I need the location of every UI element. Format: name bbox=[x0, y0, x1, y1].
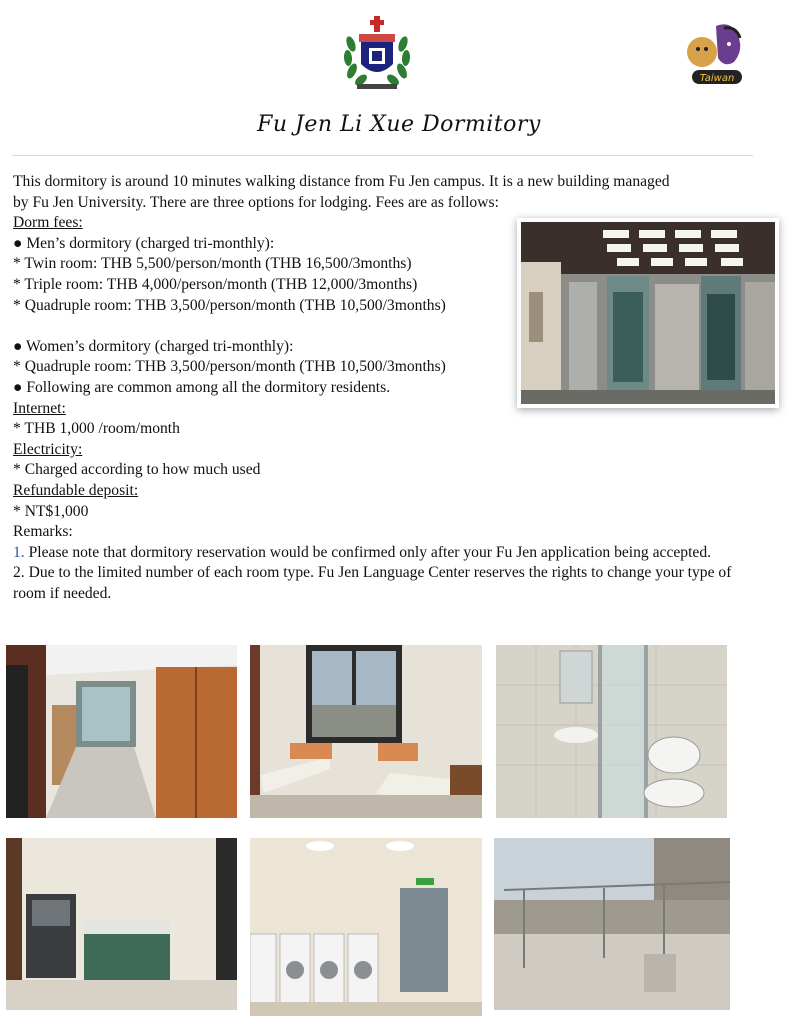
internet-fee: * THB 1,000 /room/month bbox=[13, 420, 180, 438]
women-dormitory-heading: ● Women’s dormitory (charged tri-monthly): bbox=[13, 337, 294, 355]
deposit-heading: Refundable deposit: bbox=[13, 481, 139, 499]
room-wardrobe-photo bbox=[6, 645, 237, 818]
electricity-heading: Electricity: bbox=[13, 440, 83, 458]
remark-number: 1. bbox=[13, 543, 25, 561]
internet-heading: Internet: bbox=[13, 399, 66, 417]
laundry-room-photo bbox=[250, 838, 482, 1016]
building-entrance-photo bbox=[517, 218, 779, 408]
deposit-amount: * NT$1,000 bbox=[13, 502, 89, 520]
rooftop-photo bbox=[494, 838, 730, 1010]
intro-line: by Fu Jen University. There are three options for lodging. Fees are as follows: bbox=[13, 193, 499, 211]
fee-item: * Quadruple room: THB 3,500/person/month (THB 10,500/3months) bbox=[13, 358, 446, 376]
electricity-fee: * Charged according to how much used bbox=[13, 461, 261, 479]
bathroom-photo bbox=[496, 645, 727, 818]
intro-line: This dormitory is around 10 minutes walking distance from Fu Jen campus. It is a new building managed bbox=[13, 173, 670, 190]
remark-text: Please note that dormitory reservation would be confirmed only after your Fu Jen application being accepted. bbox=[24, 543, 712, 561]
dorm-fees-heading: Dorm fees: bbox=[13, 214, 83, 232]
page-title: Fu Jen Li Xue Dormitory bbox=[257, 112, 541, 137]
men-dormitory-heading: ● Men’s dormitory (charged tri-monthly): bbox=[13, 234, 275, 252]
pantry-photo bbox=[6, 838, 237, 1010]
svg-text:Taiwan: Taiwan bbox=[699, 73, 735, 84]
fee-item: * Triple room: THB 4,000/person/month (THB 12,000/3months) bbox=[13, 275, 418, 293]
remark-text: Due to the limited number of each room type. Fu Jen Language Center reserves the rights to change your type of room if needed. bbox=[13, 564, 732, 602]
fee-item: * Quadruple room: THB 3,500/person/month (THB 10,500/3months) bbox=[13, 296, 446, 314]
remarks-heading: Remarks: bbox=[13, 523, 73, 541]
twin-beds-photo bbox=[250, 645, 482, 818]
university-seal-icon bbox=[341, 14, 413, 94]
common-note: ● Following are common among all the dormitory residents. bbox=[13, 378, 391, 396]
remark-item bbox=[13, 563, 753, 604]
fee-item: * Twin room: THB 5,500/person/month (THB 16,500/3months) bbox=[13, 255, 412, 273]
divider bbox=[12, 155, 753, 156]
remark-item bbox=[13, 543, 753, 564]
remark-number: 2. bbox=[13, 564, 25, 582]
mascot-logo-icon bbox=[680, 18, 750, 90]
